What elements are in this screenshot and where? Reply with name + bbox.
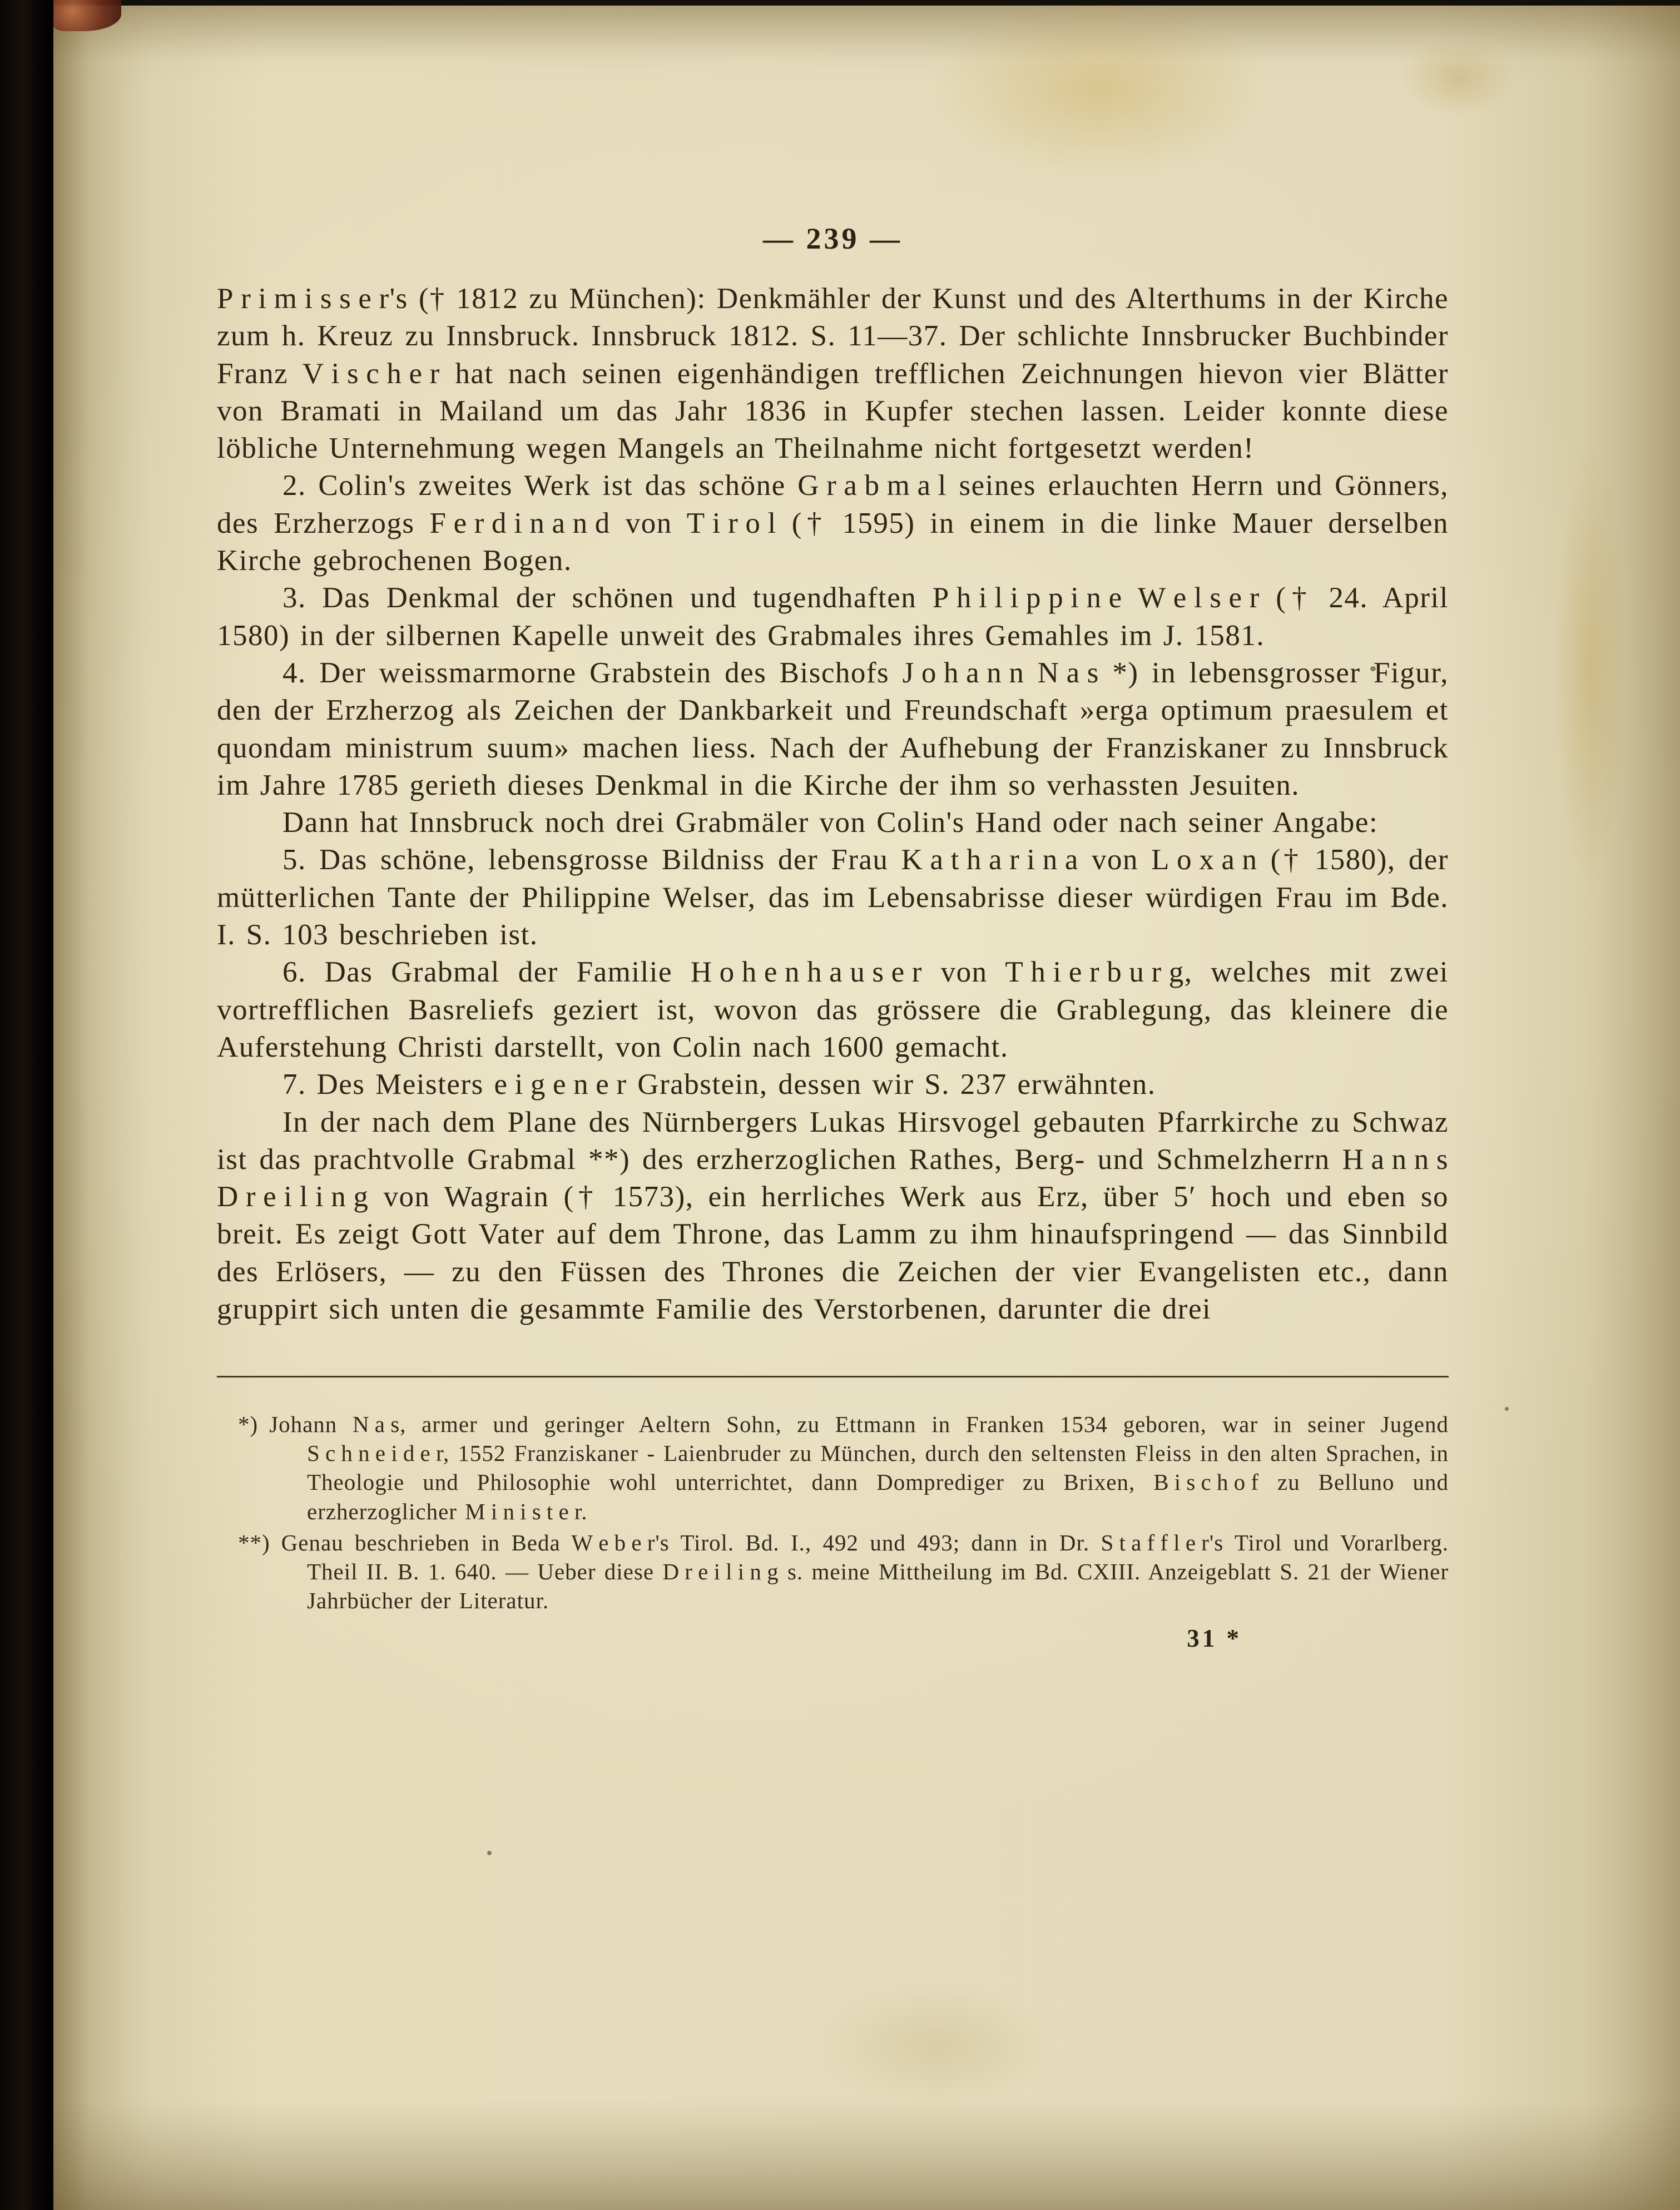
- footnote: [217, 1410, 1449, 1525]
- text-column: [217, 6, 1449, 1653]
- paragraph-item-3: 3. Das Denkmal der schönen und tugendhaften P h i l i p p i n e W e l s e r († 24. April 1580) in der silbernen Kapelle unweit des Grabmales ihres Gemahles im J. 1581.: [217, 582, 1449, 652]
- footnote: [217, 1528, 1449, 1615]
- paper-speck: [1505, 1407, 1509, 1411]
- paragraph-transition: Dann hat Innsbruck noch drei Grabmäler von Colin's Hand oder nach seiner Angabe:: [283, 806, 1379, 839]
- body-text: [217, 280, 1449, 1328]
- footnote-text: Johann N a s, armer und geringer Aeltern Sohn, zu Ettmann in Franken 1534 geboren, war in seiner Jugend S c h n e i d e r, 1552 Franziskaner - Laienbruder zu München, durch den seltensten Fleiss in den alten Sprachen, in Theologie und Philosophie wohl unterrichtet, dann Domprediger zu Brixen, B i s c h o f zu Belluno und erzherzoglicher M i n i s t e r.: [269, 1411, 1449, 1524]
- paragraph-schwaz: In der nach dem Plane des Nürnbergers Lukas Hirsvogel gebauten Pfarrkirche zu Schwaz ist das prachtvolle Grabmal **) des erzherzoglichen Rathes, Berg- und Schmelzherrn H a n n s D r e i l i n g von Wagrain († 1573), ein herrliches Werk aus Erz, über 5′ hoch und eben so breit. Es zeigt Gott Vater auf dem Throne, das Lamm zu ihm hinaufspringend — das Sinnbild des Erlösers, — zu den Füssen des Thrones die Zeichen der vier Evangelisten etc., dann gruppirt sich unten die gesammte Familie des Verstorbenen, darunter die drei: [217, 1106, 1449, 1326]
- footnote-marker: **): [238, 1529, 270, 1555]
- footnotes: [217, 1410, 1449, 1614]
- paper-stain: [821, 1985, 1054, 2108]
- footnote-separator-rule: [217, 1376, 1449, 1377]
- signature-mark: 31 *: [1187, 1624, 1242, 1652]
- paragraph-continuation: P r i m i s s e r's († 1812 zu München): Denkmähler der Kunst und des Alterthums in der Kirche zum h. Kreuz zu Innsbruck. Innsbruck 1812. S. 11—37. Der schlichte Innsbrucker Buchbinder Franz V i s c h e r hat nach seinen eigenhändigen trefflichen Zeichnungen hievon vier Blätter von Bramati in Mailand um das Jahr 1836 in Kupfer stechen lassen. Leider konnte diese löbliche Unternehmung wegen Mangels an Theilnahme nicht fortgesetzt werden!: [217, 283, 1449, 465]
- footnote-marker: *): [238, 1411, 259, 1438]
- paper-speck: [487, 1851, 492, 1855]
- paragraph-item-7: 7. Des Meisters e i g e n e r Grabstein, dessen wir S. 237 erwähnten.: [283, 1068, 1156, 1101]
- paragraph-item-5: 5. Das schöne, lebensgrosse Bildniss der Frau K a t h a r i n a von L o x a n († 1580), der mütterlichen Tante der Philippine Welser, das im Lebensabrisse dieser würdigen Frau im Bde. I. S. 103 beschrieben ist.: [217, 844, 1449, 952]
- book-binding-edge: [0, 0, 53, 2210]
- scanned-page: [53, 6, 1680, 2210]
- paragraph-item-2: 2. Colin's zweites Werk ist das schöne G r a b m a l seines erlauchten Herrn und Gönners, des Erzherzogs F e r d i n a n d von T i r o l († 1595) in einem in die linke Mauer derselben Kirche gebrochenen Bogen.: [217, 469, 1449, 577]
- footnote-text: Genau beschrieben in Beda W e b e r's Tirol. Bd. I., 492 und 493; dann in Dr. S t a f f l e r's Tirol und Vorarlberg. Theil II. B. 1. 640. — Ueber diese D r e i l i n g s. meine Mittheilung im Bd. CXIII. Anzeigeblatt S. 21 der Wiener Jahrbücher der Literatur.: [281, 1529, 1449, 1613]
- paper-stain: [1555, 439, 1627, 895]
- page-number: — 239 —: [763, 222, 903, 255]
- paragraph-item-6: 6. Das Grabmal der Familie H o h e n h a u s e r von T h i e r b u r g, welches mit zwei vortrefflichen Basreliefs geziert ist, wovon das grössere die Grablegung, das kleinere die Auferstehung Christi darstellt, von Colin nach 1600 gemacht.: [217, 956, 1449, 1063]
- marbled-corner-fragment: [53, 0, 121, 31]
- paragraph-item-4: 4. Der weissmarmorne Grabstein des Bischofs J o h a n n N a s *) in lebensgrosser Figur, den der Erzherzog als Zeichen der Dankbarkeit und Freundschaft »erga optimum praesulem et quondam ministrum suum» machen liess. Nach der Aufhebung der Franziskaner zu Innsbruck im Jahre 1785 gerieth dieses Denkmal in die Kirche der ihm so verhassten Jesuiten.: [217, 656, 1449, 801]
